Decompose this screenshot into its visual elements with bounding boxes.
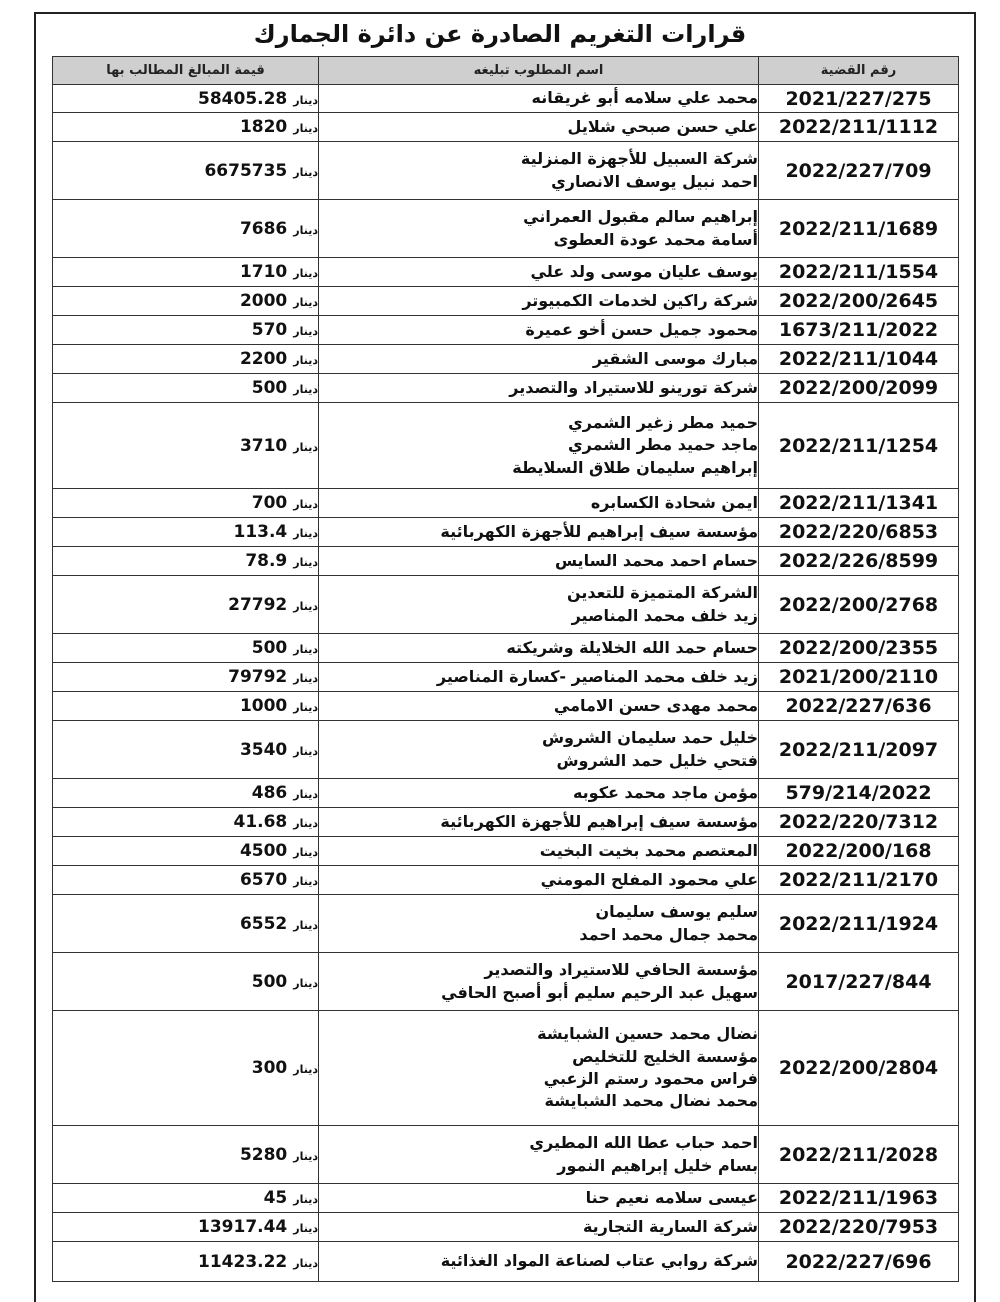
table-row <box>53 489 959 518</box>
name-line: محمد جمال محمد احمد <box>579 924 758 944</box>
currency-label: دينار <box>293 672 318 685</box>
name-cell <box>319 374 759 403</box>
case-number-cell: 2022/211/2028 <box>759 1126 959 1184</box>
table-row <box>53 895 959 953</box>
amount-value: 6570 <box>239 870 288 890</box>
currency-label: دينار <box>293 1063 318 1076</box>
amount-cell <box>53 1011 319 1126</box>
amount-cell <box>53 287 319 316</box>
amount-cell <box>53 85 319 113</box>
amount-value: 3540 <box>239 739 288 760</box>
amount-cell <box>53 547 319 576</box>
table-row <box>53 634 959 663</box>
name-cell <box>319 142 759 200</box>
table-row <box>53 316 959 345</box>
amount-value: 500 <box>251 971 288 992</box>
table-row <box>53 663 959 692</box>
amount-value: 79792 <box>228 667 288 687</box>
name-cell <box>319 1213 759 1242</box>
name-line: الشركة المتميزة للتعدين <box>566 583 758 603</box>
amount-value: 11423.22 <box>198 1251 288 1272</box>
amount-cell <box>53 953 319 1011</box>
amount-value: 1000 <box>239 696 288 716</box>
table-row <box>53 953 959 1011</box>
amount-value: 486 <box>251 783 288 803</box>
currency-label: دينار <box>293 701 318 714</box>
name-cell <box>319 200 759 258</box>
name-line: مؤسسة سيف إبراهيم للأجهزة الكهربائية <box>440 521 758 541</box>
table-row <box>53 287 959 316</box>
case-number-cell: 2022/211/1924 <box>759 895 959 953</box>
currency-label: دينار <box>293 296 318 309</box>
header-amount: قيمة المبالغ المطالب بها <box>53 57 319 85</box>
table-row <box>53 258 959 287</box>
case-number-cell: 2022/200/2355 <box>759 634 959 663</box>
table-row <box>53 721 959 779</box>
currency-label: دينار <box>293 1149 318 1163</box>
amount-cell <box>53 779 319 808</box>
table-row <box>53 547 959 576</box>
table-row <box>53 1242 959 1282</box>
table-row <box>53 113 959 142</box>
amount-cell <box>53 316 319 345</box>
table-row <box>53 576 959 634</box>
name-cell <box>319 1011 759 1126</box>
case-number-cell: 2022/227/696 <box>759 1242 959 1282</box>
case-number-cell: 2022/226/8599 <box>759 547 959 576</box>
currency-label: دينار <box>293 556 318 569</box>
amount-value: 41.68 <box>233 812 288 832</box>
name-line: بسام خليل إبراهيم النمور <box>557 1155 758 1175</box>
case-number-cell: 2022/220/7953 <box>759 1213 959 1242</box>
amount-value: 700 <box>251 493 288 513</box>
name-cell <box>319 547 759 576</box>
name-cell <box>319 85 759 113</box>
name-line: شركة السارية التجارية <box>582 1216 758 1236</box>
case-number-cell: 2022/200/2804 <box>759 1011 959 1126</box>
amount-value: 7686 <box>239 218 288 239</box>
name-line: شركة روابي عتاب لصناعة المواد الغذائية <box>440 1251 758 1271</box>
name-line: مؤسسة الخليج للتخليص <box>572 1046 758 1066</box>
name-line: مؤمن ماجد محمد عكوبه <box>572 782 758 802</box>
amount-cell <box>53 576 319 634</box>
table-row <box>53 808 959 837</box>
name-cell <box>319 403 759 489</box>
name-line: حسام احمد محمد السايس <box>554 550 758 570</box>
case-number-cell: 1673/211/2022 <box>759 316 959 345</box>
table-row <box>53 1213 959 1242</box>
name-cell <box>319 518 759 547</box>
currency-label: دينار <box>293 599 318 613</box>
amount-cell <box>53 113 319 142</box>
amount-cell <box>53 1126 319 1184</box>
name-line: مؤسسة سيف إبراهيم للأجهزة الكهربائية <box>440 811 758 831</box>
name-cell <box>319 1184 759 1213</box>
amount-cell <box>53 258 319 287</box>
currency-label: دينار <box>293 122 318 135</box>
name-line: مبارك موسى الشقير <box>592 348 758 368</box>
currency-label: دينار <box>293 498 318 511</box>
fines-table <box>52 56 959 1282</box>
name-line: شركة السبيل للأجهزة المنزلية <box>520 149 758 169</box>
name-line: عيسى سلامه نعيم حنا <box>585 1187 758 1207</box>
amount-value: 27792 <box>228 594 288 615</box>
amount-value: 13917.44 <box>198 1217 288 1237</box>
currency-label: دينار <box>293 1256 318 1270</box>
table-row <box>53 1126 959 1184</box>
name-line: شركة راكين لخدمات الكمبيوتر <box>522 290 758 310</box>
amount-value: 2200 <box>239 349 288 369</box>
amount-value: 5280 <box>239 1144 288 1165</box>
currency-label: دينار <box>293 223 318 237</box>
amount-cell <box>53 721 319 779</box>
table-row <box>53 142 959 200</box>
currency-label: دينار <box>293 817 318 830</box>
amount-cell <box>53 1184 319 1213</box>
amount-value: 113.4 <box>233 522 288 542</box>
case-number-cell: 2022/211/1044 <box>759 345 959 374</box>
name-cell <box>319 634 759 663</box>
name-line: أسامة محمد عودة العطوى <box>553 229 758 249</box>
case-number-cell: 2022/200/168 <box>759 837 959 866</box>
currency-label: دينار <box>293 267 318 280</box>
table-row <box>53 374 959 403</box>
currency-label: دينار <box>293 325 318 338</box>
name-line: علي محمود المفلح المومني <box>540 869 758 889</box>
table-row <box>53 345 959 374</box>
name-cell <box>319 489 759 518</box>
table-row <box>53 779 959 808</box>
currency-label: دينار <box>293 788 318 801</box>
table-row <box>53 200 959 258</box>
amount-cell <box>53 837 319 866</box>
name-line: احمد حباب عطا الله المطيري <box>529 1133 758 1153</box>
name-cell <box>319 721 759 779</box>
name-cell <box>319 345 759 374</box>
amount-value: 570 <box>251 320 288 340</box>
amount-value: 58405.28 <box>198 88 288 109</box>
case-number-cell: 2022/211/1254 <box>759 403 959 489</box>
name-line: مؤسسة الحافي للاستيراد والتصدير <box>484 960 758 980</box>
case-number-cell: 2022/220/6853 <box>759 518 959 547</box>
case-number-cell: 2022/227/636 <box>759 692 959 721</box>
table-row <box>53 1011 959 1126</box>
amount-value: 1820 <box>239 117 288 137</box>
header-name: اسم المطلوب تبليغه <box>319 57 759 85</box>
currency-label: دينار <box>293 846 318 859</box>
name-line: محمود جميل حسن أخو عميرة <box>525 319 758 339</box>
currency-label: دينار <box>293 93 318 107</box>
name-line: علي حسن صبحي شلايل <box>567 116 758 136</box>
name-line: محمد مهدى حسن الامامي <box>553 695 758 715</box>
currency-label: دينار <box>293 383 318 396</box>
amount-value: 45 <box>263 1188 288 1208</box>
amount-value: 300 <box>251 1058 288 1078</box>
amount-cell <box>53 808 319 837</box>
case-number-cell: 2022/211/1689 <box>759 200 959 258</box>
name-line: فراس محمود رستم الزعبي <box>543 1069 758 1088</box>
table-row <box>53 866 959 895</box>
amount-cell <box>53 374 319 403</box>
name-cell <box>319 113 759 142</box>
currency-label: دينار <box>293 643 318 656</box>
case-number-cell: 2022/211/1341 <box>759 489 959 518</box>
name-line: محمد نضال محمد الشبايشة <box>544 1091 758 1111</box>
currency-label: دينار <box>293 527 318 540</box>
name-line: زيد خلف محمد المناصير <box>571 605 758 625</box>
amount-cell <box>53 518 319 547</box>
name-line: سليم يوسف سليمان <box>595 902 758 922</box>
amount-cell <box>53 1213 319 1242</box>
case-number-cell: 2022/200/2099 <box>759 374 959 403</box>
amount-value: 6552 <box>239 913 288 934</box>
amount-value: 3710 <box>239 435 288 456</box>
name-line: إبراهيم سليمان طلاق السلايطة <box>512 457 758 477</box>
table-row <box>53 1184 959 1213</box>
amount-cell <box>53 403 319 489</box>
name-line: خليل حمد سليمان الشروش <box>541 728 758 748</box>
currency-label: دينار <box>293 1193 318 1206</box>
amount-value: 1710 <box>239 262 288 282</box>
amount-cell <box>53 895 319 953</box>
amount-cell <box>53 692 319 721</box>
name-line: حسام حمد الله الخلايلة وشريكته <box>506 637 758 657</box>
currency-label: دينار <box>293 440 318 454</box>
name-line: يوسف عليان موسى ولد علي <box>530 261 758 281</box>
table-row <box>53 403 959 489</box>
name-line: ماجد حميد مطر الشمري <box>568 435 758 455</box>
case-number-cell: 2021/227/275 <box>759 85 959 113</box>
amount-value: 6675735 <box>204 160 288 181</box>
name-cell <box>319 287 759 316</box>
name-cell <box>319 779 759 808</box>
name-line: سهيل عبد الرحيم سليم أبو أصبح الحافي <box>441 982 758 1002</box>
case-number-cell: 2022/200/2768 <box>759 576 959 634</box>
case-number-cell: 2021/200/2110 <box>759 663 959 692</box>
currency-label: دينار <box>293 976 318 990</box>
name-line: فتحي خليل حمد الشروش <box>556 750 758 770</box>
name-line: زيد خلف محمد المناصير -كسارة المناصير <box>436 666 758 686</box>
name-cell <box>319 1242 759 1282</box>
name-line: محمد علي سلامه أبو غريقانه <box>531 88 758 108</box>
case-number-cell: 2022/211/1112 <box>759 113 959 142</box>
name-line: إبراهيم سالم مقبول العمراني <box>523 207 758 227</box>
name-cell <box>319 258 759 287</box>
name-cell <box>319 953 759 1011</box>
name-cell <box>319 316 759 345</box>
currency-label: دينار <box>293 875 318 888</box>
amount-cell <box>53 345 319 374</box>
amount-value: 500 <box>251 638 288 658</box>
name-cell <box>319 692 759 721</box>
case-number-cell: 2022/227/709 <box>759 142 959 200</box>
case-number-cell: 2022/200/2645 <box>759 287 959 316</box>
amount-value: 2000 <box>239 291 288 311</box>
name-cell <box>319 866 759 895</box>
amount-value: 78.9 <box>245 551 288 571</box>
case-number-cell: 2022/220/7312 <box>759 808 959 837</box>
table-row <box>53 837 959 866</box>
amount-cell <box>53 1242 319 1282</box>
name-cell <box>319 663 759 692</box>
table-row <box>53 692 959 721</box>
amount-value: 4500 <box>239 841 288 861</box>
currency-label: دينار <box>293 918 318 932</box>
name-cell <box>319 1126 759 1184</box>
currency-label: دينار <box>293 1222 318 1235</box>
name-line: ايمن شحادة الكسابره <box>590 492 758 512</box>
name-cell <box>319 576 759 634</box>
case-number-cell: 2022/211/1554 <box>759 258 959 287</box>
name-cell <box>319 808 759 837</box>
name-line: احمد نبيل يوسف الانصاري <box>551 171 758 191</box>
case-number-cell: 2022/211/1963 <box>759 1184 959 1213</box>
amount-cell <box>53 866 319 895</box>
name-cell <box>319 837 759 866</box>
currency-label: دينار <box>293 354 318 367</box>
currency-label: دينار <box>293 165 318 179</box>
table-row <box>53 518 959 547</box>
case-number-cell: 579/214/2022 <box>759 779 959 808</box>
name-line: المعتصم محمد بخيت البخيت <box>539 840 758 860</box>
table-row <box>53 85 959 113</box>
case-number-cell: 2017/227/844 <box>759 953 959 1011</box>
name-line: شركة تورينو للاستيراد والتصدير <box>509 377 758 397</box>
amount-value: 500 <box>251 378 288 398</box>
header-case-number: رقم القضية <box>759 57 959 85</box>
amount-cell <box>53 200 319 258</box>
name-line: نضال محمد حسين الشبايشة <box>537 1024 758 1044</box>
name-line: حميد مطر زغير الشمري <box>568 412 758 432</box>
amount-cell <box>53 142 319 200</box>
name-cell <box>319 895 759 953</box>
currency-label: دينار <box>293 744 318 758</box>
case-number-cell: 2022/211/2097 <box>759 721 959 779</box>
case-number-cell: 2022/211/2170 <box>759 866 959 895</box>
amount-cell <box>53 634 319 663</box>
table-header-row <box>53 57 959 85</box>
amount-cell <box>53 489 319 518</box>
document-title: قرارات التغريم الصادرة عن دائرة الجمارك <box>253 20 747 48</box>
amount-cell <box>53 663 319 692</box>
